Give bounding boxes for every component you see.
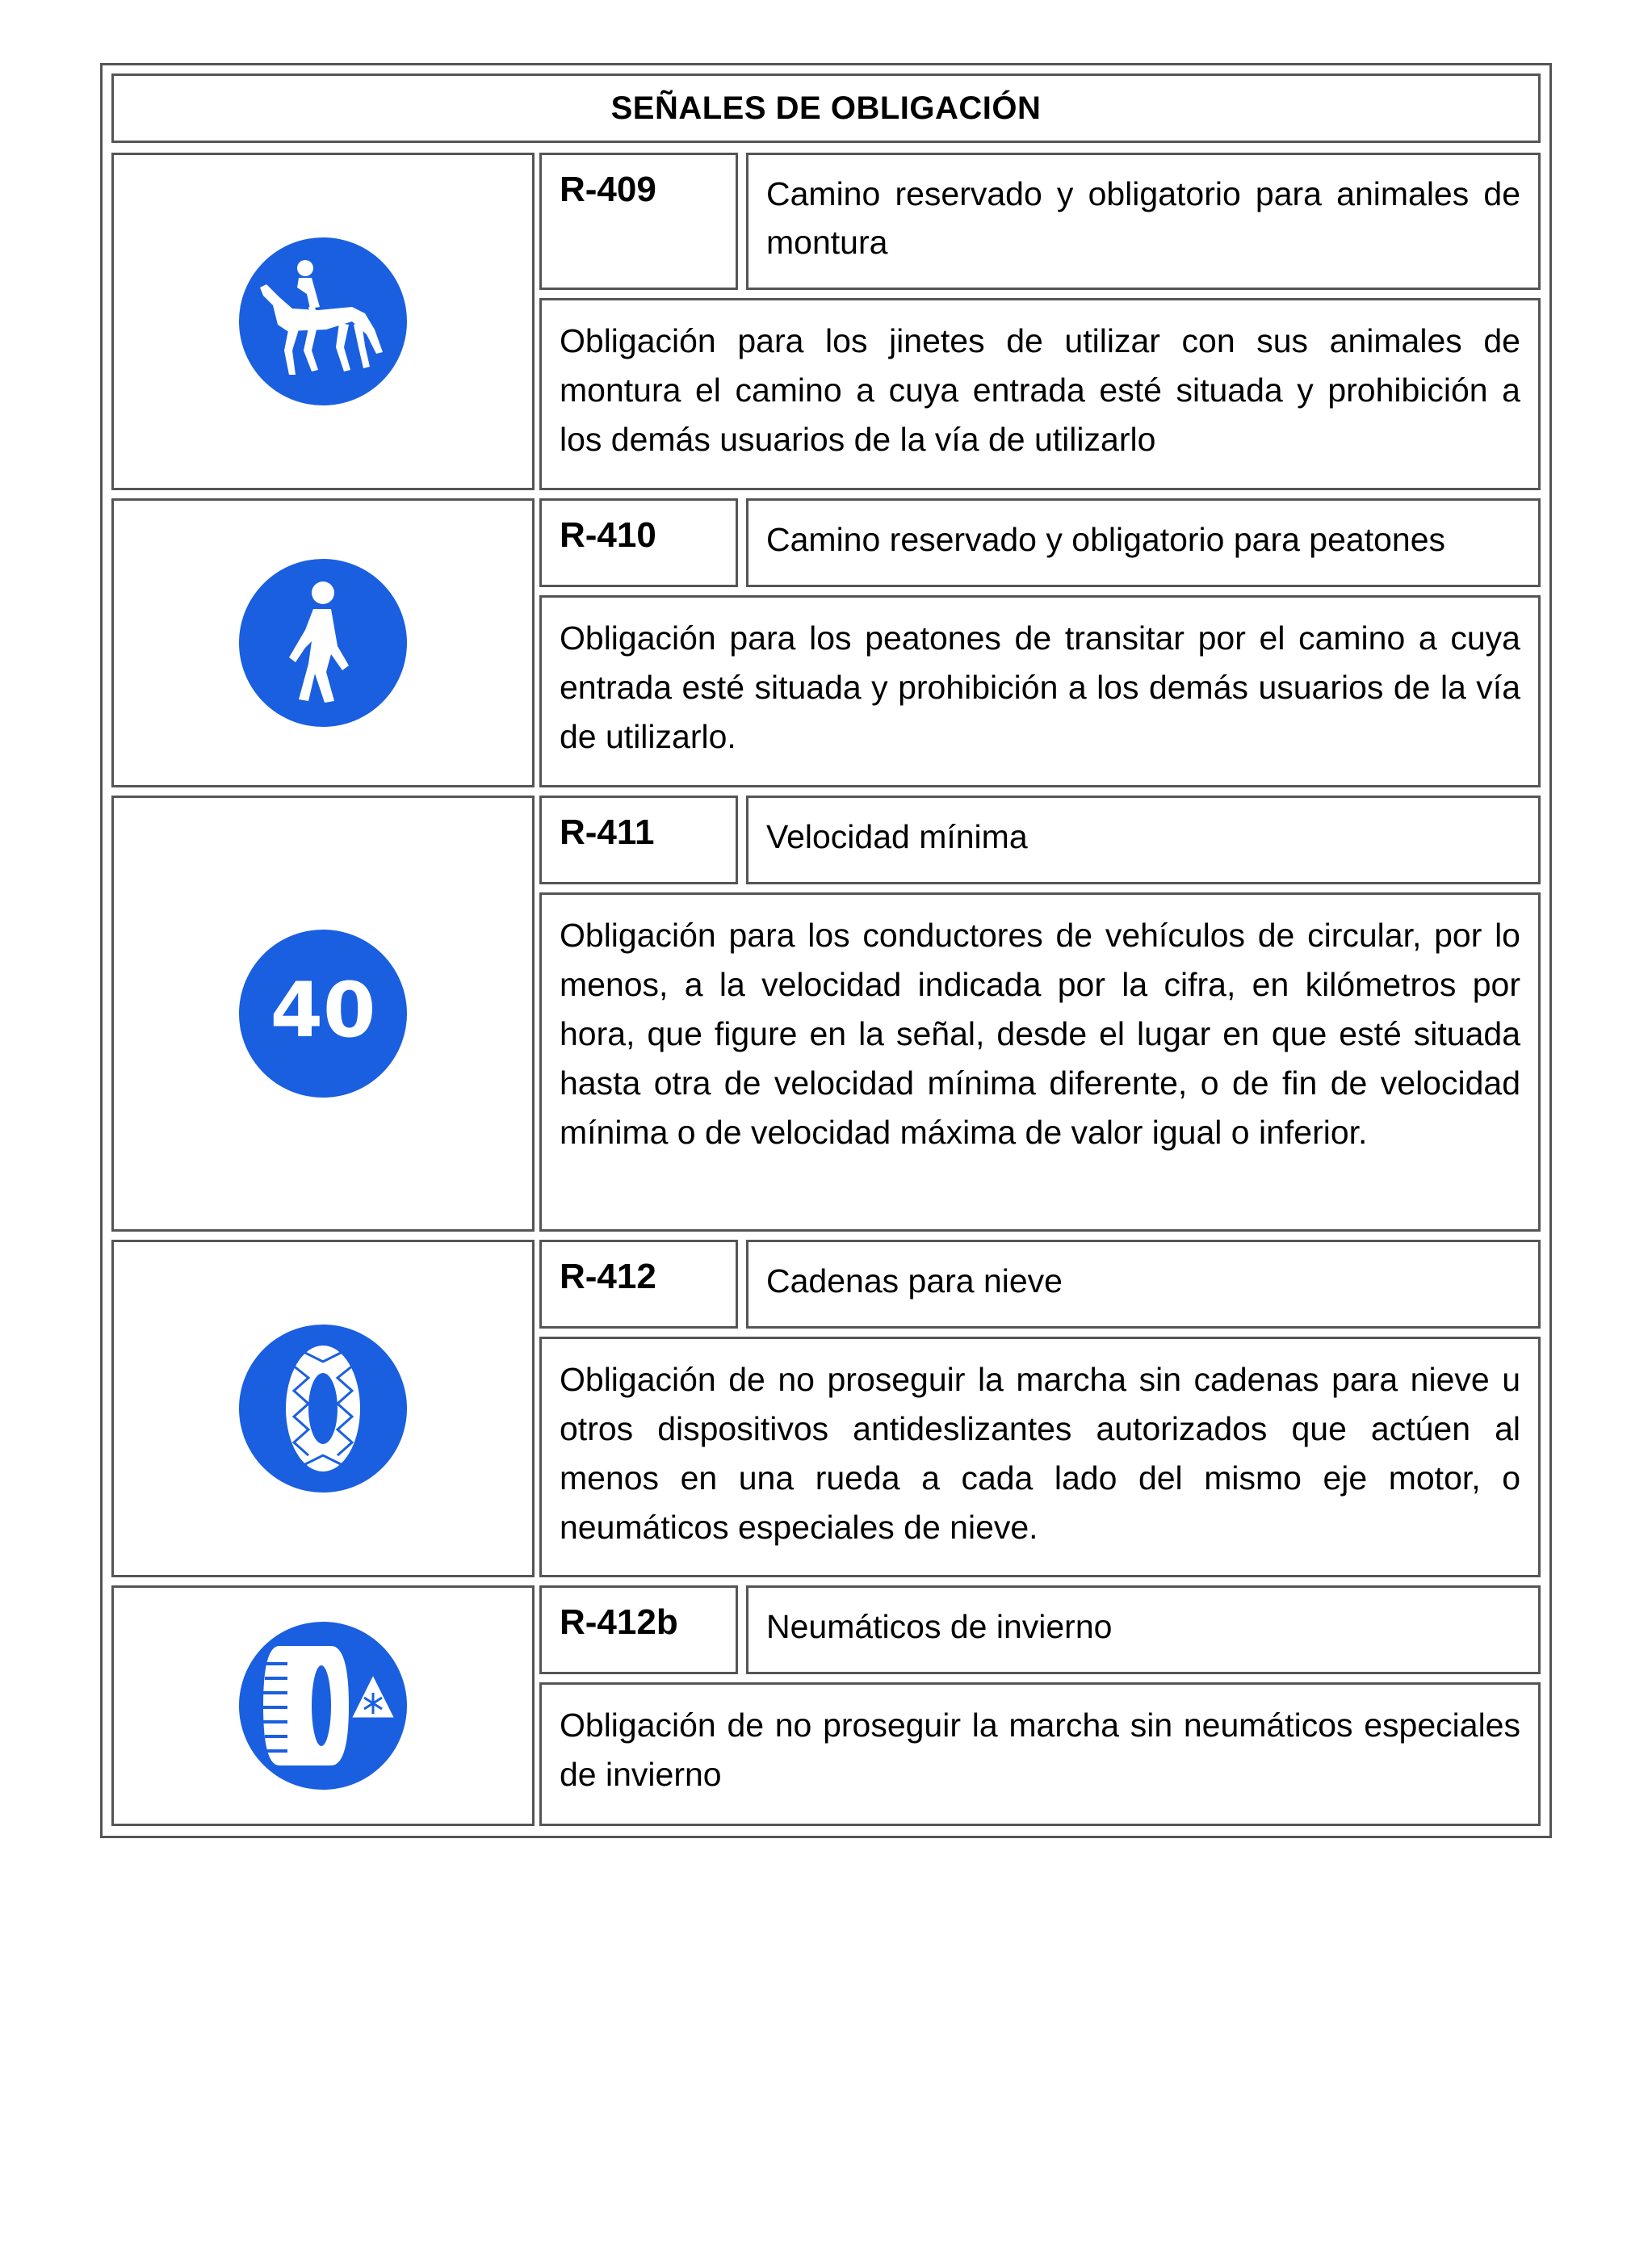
minimum-speed-icon <box>231 922 415 1106</box>
speed-value: 40 <box>270 967 376 1055</box>
sign-cell-r412b <box>111 1585 535 1826</box>
sign-code: R-410 <box>539 498 738 587</box>
sign-name: Neumáticos de invierno <box>746 1585 1541 1674</box>
sign-code: R-412 <box>539 1240 738 1329</box>
sign-code: R-411 <box>539 796 738 884</box>
sign-cell-r409 <box>111 153 535 490</box>
sign-name: Velocidad mínima <box>746 796 1541 884</box>
sign-name: Cadenas para nieve <box>746 1240 1541 1329</box>
sign-description: Obligación de no proseguir la marcha sin neumáticos especiales de invierno <box>539 1682 1541 1826</box>
sign-description: Obligación para los peatones de transitar por el camino a cuya entrada esté situada y prohibición a los demás usuarios de la vía de utilizarlo. <box>539 595 1541 787</box>
sign-cell-r410 <box>111 498 535 787</box>
winter-tyre-icon <box>231 1614 415 1798</box>
sign-name: Camino reservado y obligatorio para animales de montura <box>746 153 1541 290</box>
snow-chains-icon <box>231 1316 415 1501</box>
sign-description: Obligación para los conductores de vehículos de circular, por lo menos, a la velocidad indicada por la cifra, en kilómetros por hora, que figure en la señal, desde el lugar en que esté situada hasta otra de velocidad mínima diferente, o de fin de velocidad mínima o de velocidad máxima de valor igual o inferior. <box>539 892 1541 1232</box>
sign-cell-r412 <box>111 1240 535 1577</box>
horse-rider-icon <box>231 229 415 414</box>
sign-cell-r411 <box>111 796 535 1232</box>
sign-description: Obligación para los jinetes de utilizar con sus animales de montura el camino a cuya entrada esté situada y prohibición a los demás usuarios de la vía de utilizarlo <box>539 298 1541 490</box>
sign-code: R-412b <box>539 1585 738 1674</box>
sign-code: R-409 <box>539 153 738 290</box>
page-title: SEÑALES DE OBLIGACIÓN <box>111 73 1541 143</box>
sign-description: Obligación de no proseguir la marcha sin cadenas para nieve u otros dispositivos antideslizantes autorizados que actúen al menos en una rueda a cada lado del mismo eje motor, o neumáticos especiales de nieve. <box>539 1337 1541 1577</box>
sign-name: Camino reservado y obligatorio para peatones <box>746 498 1541 587</box>
pedestrian-icon <box>231 551 415 735</box>
